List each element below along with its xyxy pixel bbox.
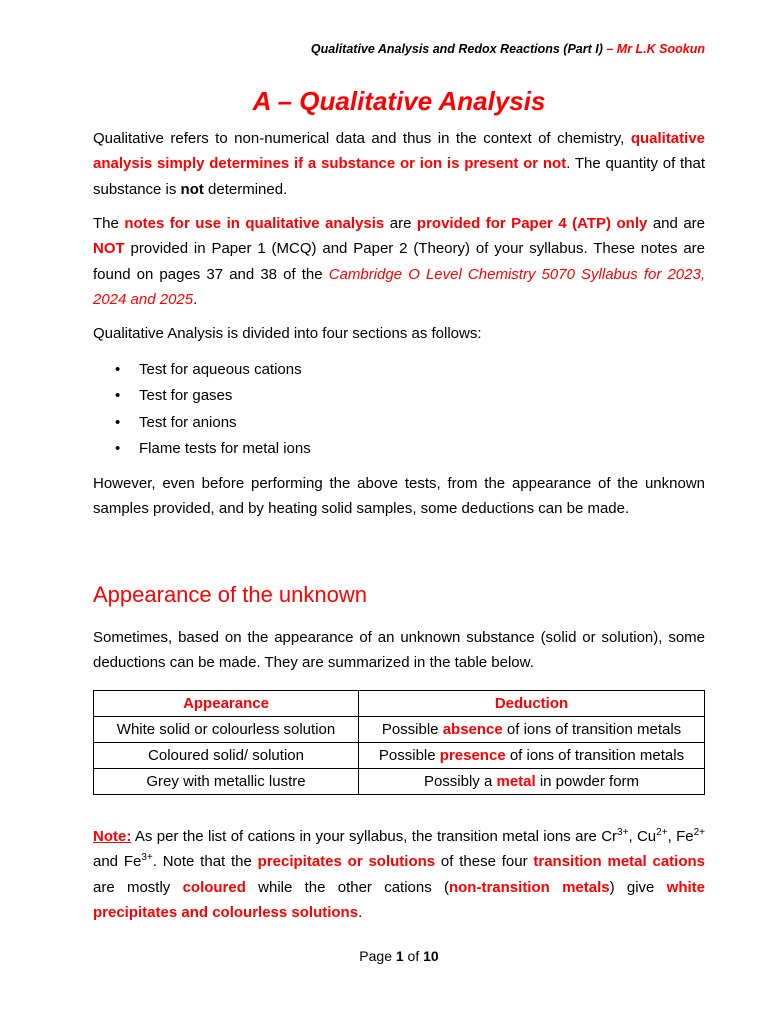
charge-superscript: 3+ [141, 852, 153, 864]
page-footer [93, 948, 705, 964]
sections-intro: Qualitative Analysis is divided into four sections as follows: [93, 325, 482, 342]
highlight-term: absence [442, 721, 503, 738]
text-run: are [384, 215, 417, 232]
text-run: . [193, 290, 198, 308]
however-paragraph: However, even before performing the above tests, from the appearance of the unknown samples provided, and by heating solid samples, some deductions can be made. [93, 475, 705, 518]
deduction-cell [359, 743, 705, 769]
text-run: The [93, 215, 125, 232]
page-title: A – Qualitative Analysis [252, 86, 546, 116]
text-run: determined. [203, 180, 288, 198]
highlight-term: non-transition metals [448, 878, 610, 896]
table-row [94, 743, 705, 769]
text-run: Page [359, 948, 396, 964]
appearance-cell: Grey with metallic lustre [94, 769, 359, 795]
text-run: and Fe [93, 853, 142, 871]
note-label: Note: [93, 828, 132, 845]
deduction-cell [359, 717, 705, 743]
text-run: while the other cations ( [245, 878, 449, 896]
text-run: of ions of transition metals [505, 747, 685, 764]
text-run: Possibly a [423, 773, 497, 790]
notes-paragraph [93, 211, 705, 312]
highlight-term: metal [496, 773, 536, 790]
text-run: provided in Paper 1 (MCQ) and Paper 2 (Theory) of your syllabus. These notes are found on pages 37 and 38 of the [93, 240, 705, 283]
page-number: 1 [395, 948, 404, 964]
header-author: Mr L.K Sookun [616, 42, 705, 56]
text-run: Possible [378, 747, 440, 764]
text-run: . The quantity of that substance is [93, 155, 706, 198]
sections-list [93, 357, 311, 462]
running-header [311, 42, 705, 56]
text-run: of these four [435, 853, 534, 871]
charge-superscript: 2+ [693, 827, 706, 838]
page-total: 10 [423, 948, 439, 964]
note-paragraph [93, 824, 705, 925]
highlight-term: white precipitates and colourless solutions [93, 878, 705, 921]
charge-superscript: 2+ [656, 827, 668, 838]
highlight-definition: qualitative analysis simply determines if a substance or ion is present or not [93, 130, 705, 173]
highlight-not: NOT [93, 240, 125, 258]
text-run: ) give [609, 878, 667, 896]
highlight-term: coloured [182, 878, 246, 896]
highlight-notes: notes for use in qualitative analysis [124, 215, 385, 232]
list-item: • Test for anions [93, 410, 311, 436]
highlight-term: precipitates or solutions [257, 853, 436, 871]
bold-not: not [180, 180, 204, 198]
column-header-deduction: Deduction [359, 691, 705, 717]
table-row [94, 769, 705, 795]
highlight-term: presence [439, 747, 506, 764]
intro-paragraph [93, 126, 705, 202]
header-title: Qualitative Analysis and Redox Reactions (Part I) [310, 42, 603, 56]
highlight-term: transition metal cations [533, 853, 706, 871]
text-run: , Cu [628, 828, 657, 845]
text-run: in powder form [535, 773, 640, 790]
table-header-row [94, 691, 705, 717]
text-run: Qualitative refers to non-numerical data and thus in the context of chemistry, [93, 130, 631, 147]
charge-superscript: 3+ [617, 827, 629, 838]
text-run: are mostly [93, 878, 183, 896]
text-run: . Note that the [152, 853, 258, 871]
text-run: As per the list of cations in your syllabus, the transition metal ions are Cr [131, 828, 618, 845]
text-run: Possible [381, 721, 443, 738]
text-run: of ions of transition metals [502, 721, 682, 738]
header-separator: – [602, 42, 617, 56]
text-run: and are [647, 215, 706, 232]
deduction-cell [359, 769, 705, 795]
list-item: • Test for aqueous cations [93, 357, 311, 383]
text-run: . [358, 903, 363, 921]
appearance-table [93, 690, 705, 795]
table-row [94, 717, 705, 743]
section-heading: Appearance of the unknown [93, 582, 367, 607]
text-run: , Fe [667, 828, 694, 845]
list-item: • Test for gases [93, 383, 311, 409]
highlight-paper4: provided for Paper 4 (ATP) only [416, 215, 648, 232]
column-header-appearance: Appearance [94, 691, 359, 717]
syllabus-reference: Cambridge O Level Chemistry 5070 Syllabus for 2023, 2024 and 2025 [93, 265, 705, 308]
text-run: of [403, 948, 424, 964]
appearance-cell: Coloured solid/ solution [94, 743, 359, 769]
appearance-paragraph: Sometimes, based on the appearance of an unknown substance (solid or solution), some deductions can be made. They are summarized in the table below. [93, 629, 705, 672]
appearance-cell: White solid or colourless solution [94, 717, 359, 743]
list-item: • Flame tests for metal ions [93, 436, 311, 462]
